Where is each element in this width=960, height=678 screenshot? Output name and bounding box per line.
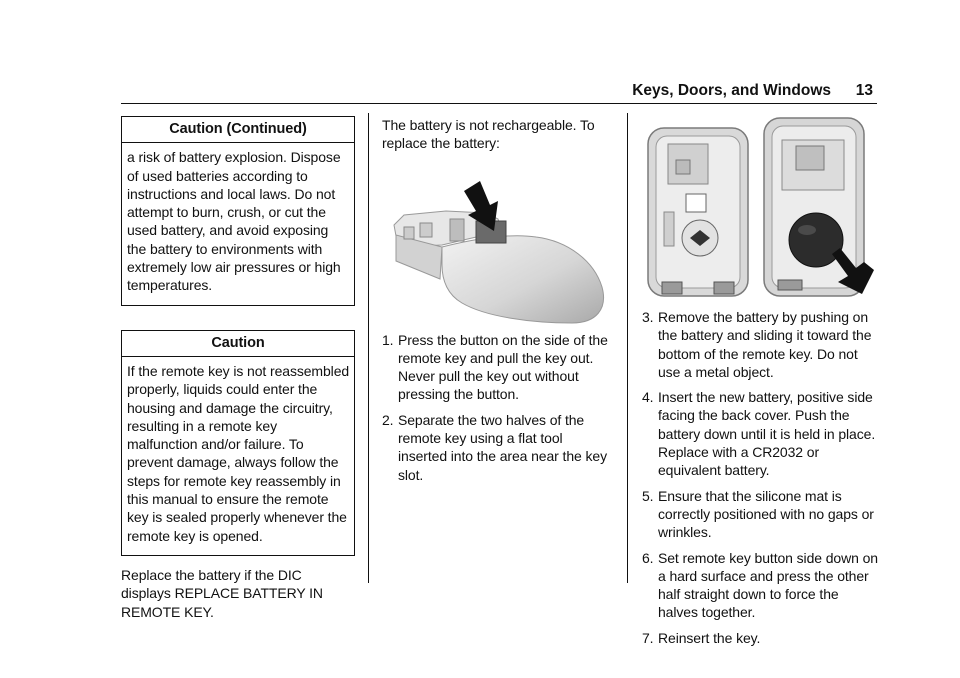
page-number: 13 xyxy=(855,82,873,99)
header-rule xyxy=(121,103,877,104)
caution-box xyxy=(121,330,355,556)
list-item xyxy=(382,411,608,484)
step-number: 3. xyxy=(642,309,654,325)
remote-key-illustration xyxy=(382,153,608,331)
replace-battery-text: Replace the battery if the DIC displays REPLACE BATTERY IN REMOTE KEY. xyxy=(121,566,323,620)
step-number: 7. xyxy=(642,629,654,646)
intro-text: The battery is not rechargeable. To replace the battery: xyxy=(382,117,595,152)
step-number: 1. xyxy=(382,331,394,348)
column-3 xyxy=(642,116,880,654)
step-number: 4. xyxy=(642,389,654,406)
list-item xyxy=(642,549,880,622)
step-number: 5. xyxy=(642,487,654,504)
list-item xyxy=(382,331,608,404)
step-number: 2. xyxy=(382,411,394,428)
section-title: Keys, Doors, and Windows xyxy=(632,82,831,99)
remote-key-open-illustration xyxy=(642,116,880,298)
column-2 xyxy=(382,116,608,491)
steps-list-b xyxy=(642,308,880,647)
step-text: Remove the battery by pushing on the battery and sliding it toward the bottom of the remote key. Do not use a metal object. xyxy=(658,309,872,380)
column-divider-1 xyxy=(368,113,369,583)
list-item xyxy=(642,487,880,542)
column-divider-2 xyxy=(627,113,628,583)
list-item xyxy=(642,388,880,479)
page-header xyxy=(121,82,877,104)
caution-continued-box xyxy=(121,116,355,306)
caution-text: If the remote key is not reassembled properly, liquids could enter the housing and damage the circuitry, resulting in a remote key malfunction and/or failure. To prevent damage, always follow the steps for remote key reassembly in this manual to ensure the remote key is sealed properly whenever the remote key is opened. xyxy=(127,362,350,544)
step-text: Insert the new battery, positive side facing the back cover. Push the battery down until it is held in place. Replace with a CR2032 or equivalent battery. xyxy=(658,389,876,479)
step-text: Press the button on the side of the remote key and pull the key out. Never pull the key out without pressing the button. xyxy=(398,331,608,403)
list-item xyxy=(642,308,880,381)
step-text: Reinsert the key. xyxy=(658,629,761,646)
caution-continued-title: Caution (Continued) xyxy=(122,117,354,143)
caution-title: Caution xyxy=(122,331,354,357)
step-number: 6. xyxy=(642,549,654,566)
list-item xyxy=(642,629,880,647)
caution-continued-text: a risk of battery explosion. Dispose of used batteries according to instructions and local laws. Do not attempt to burn, crush, or cut the used battery, and avoid exposing the battery to environments with extremely low air pressures or high temperatures. xyxy=(127,149,341,294)
steps-list-a xyxy=(382,331,608,484)
column-1 xyxy=(121,116,355,621)
step-text: Separate the two halves of the remote key using a flat tool inserted into the area near the key slot. xyxy=(398,411,607,483)
step-text: Ensure that the silicone mat is correctly positioned with no gaps or wrinkles. xyxy=(658,487,874,541)
step-text: Set remote key button side down on a hard surface and press the other half straight down to force the halves together. xyxy=(658,549,878,621)
